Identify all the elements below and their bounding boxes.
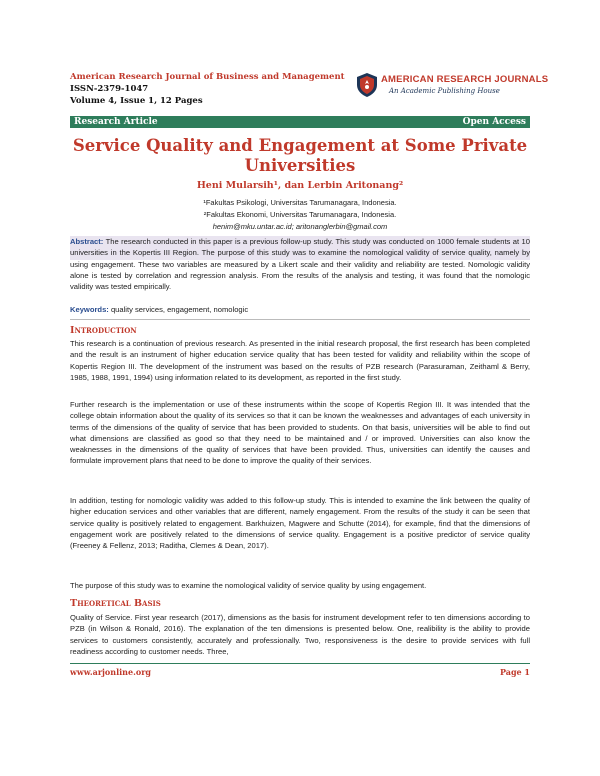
divider [70,319,530,320]
logo-tagline: An Academic Publishing House [389,87,500,95]
abstract-label: Abstract: [70,237,104,246]
keywords-label: Keywords: [70,305,109,314]
theory-paragraph-1: Quality of Service. First year research (2017), dimensions as the basis for instrument development refer to ten dimensions according to PZB (in Wilson & Ronald, 2016). The explanation of the ten dimensions is presented below. One, realibility is the ability to provide services to customers consistently, accurately and professionally. Two, responsiveness is the desire to provide services with full readiness according to customer needs. Three, [70,613,530,656]
intro-paragraph-1: This research is a continuation of previous research. As presented in the initial research proposal, the first research has been completed and the result is an instrument of higher education service quality that has been tested for validity and reliability within the scope of Kopertis Region III. The development of the instrument was based on the results of PZB research (Parasuraman, Zeithaml & Berry, 1985, 1988, 1991, 1994) using information related to its development, as reported in the first study. [70,339,530,382]
intro-paragraph-2: Further research is the implementation or use of these instruments within the scope of Kopertis Region III. It was intended that the college obtain information about the quality of its services so that it can be known the weaknesses and advantages of each university in terms of the dimensions of the quality of service that has been provided to students. On that basis, universities will be able to find out what dimensions are classified as good so that they need to be maintained and / or improved. Universities can also know the weaknesses in the dimensions of the quality of services that have been provided. Thus, universities can identify the causes and formulate improvement plans that need to be done to improve the quality of their services. [70,400,530,466]
issn: ISSN-2379-1047 [70,84,149,94]
footer-website[interactable]: www.arjonline.org [70,667,151,677]
volume-info: Volume 4, Issue 1, 12 Pages [70,96,203,106]
keywords [70,304,530,315]
journal-name: American Research Journal of Business and Management [70,72,345,82]
footer-divider [70,663,530,664]
intro-paragraph-3: In addition, testing for nomologic validity was added to this follow-up study. This is intended to examine the link between the quality of higher education services and other variables that are different, namely engagement. From the results of the study it can be seen that service quality is positively related to engagement. Barkhuizen, Magwere and Schutte (2014), for example, find that the dimensions of engagement work are positively related to the dimensions of service quality. Engagement is a positive predictor of service quality (Freeney & Fellenz, 2013; Raditha, Clemes & Dean, 2017). [70,496,530,551]
section-heading-introduction: Introduction [70,325,137,336]
abstract [70,236,530,292]
keywords-text: quality services, engagement, nomologic [110,305,249,314]
access-type: Open Access [462,117,526,127]
affiliation-2: ²Fakultas Ekonomi, Universitas Tarumanagara, Indonesia. [203,210,397,219]
logo-shield-icon [355,72,379,98]
article-banner [70,116,530,128]
section-heading-theoretical-basis: Theoretical Basis [70,598,161,609]
author-emails: henim@mku.untar.ac.id; aritonanglerbin@gmail.com [212,222,388,231]
article-type: Research Article [74,117,158,127]
page-number: Page 1 [499,667,530,677]
logo-title: AMERICAN RESEARCH JOURNALS [381,74,549,85]
abstract-text: The research conducted in this paper is a previous follow-up study. This study was conducted on 1000 female students at 10 universities in the Kopertis III Region. The purpose of this study was to examine the nomological validity of service quality, namely by using engagement. These two variables are measured by a Likert scale and their validity and reliability are tested. Nomologic validity alone is tested by correlation and regression analysis. From the results of the analysis and testing, it was found that the nomologic validity was tested empirically. [70,237,530,292]
affiliation-1: ¹Fakultas Psikologi, Universitas Tarumanagara, Indonesia. [203,198,397,207]
publisher-logo [355,72,549,102]
intro-paragraph-4: The purpose of this study was to examine the nomological validity of service quality by using engagement. [70,581,427,590]
paper-title: Service Quality and Engagement at Some Private Universities [72,136,528,175]
authors: Heni Mularsih¹, dan Lerbin Aritonang² [196,180,404,191]
